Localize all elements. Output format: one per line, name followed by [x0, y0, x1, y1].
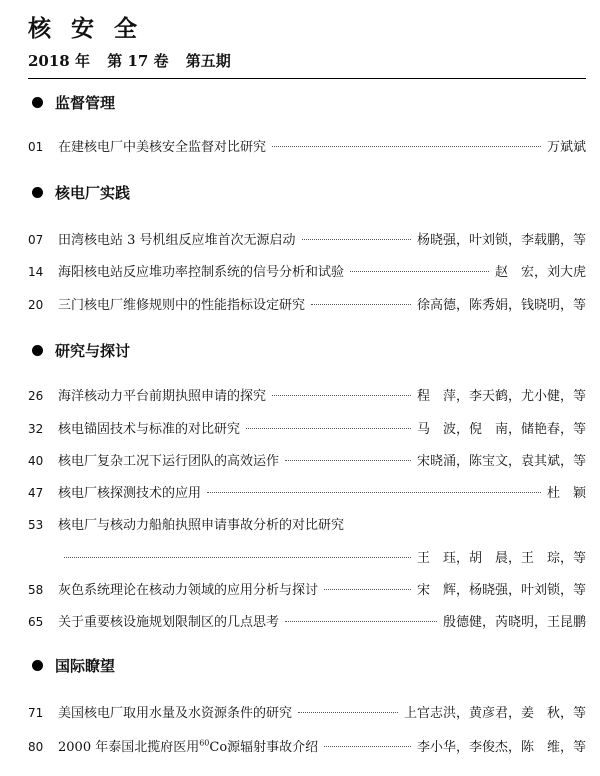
- article-title: 三门核电厂维修规则中的性能指标设定研究: [58, 298, 306, 313]
- leader-dots: [311, 304, 411, 305]
- leader-dots: [298, 712, 398, 713]
- article-title: 核电厂复杂工况下运行团队的高效运作: [58, 454, 280, 469]
- toc-entry[interactable]: [28, 261, 586, 281]
- leader-dots: [324, 746, 411, 747]
- article-authors: 马 波，倪 南，储艳春，等: [416, 422, 586, 437]
- article-title: 关于重要核设施规划限制区的几点思考: [58, 615, 280, 630]
- toc-entry[interactable]: [28, 514, 586, 567]
- bullet-icon: [32, 660, 43, 671]
- article-authors: 徐高德，陈秀娟，钱晓明，等: [416, 298, 586, 313]
- article-title: 灰色系统理论在核动力领域的应用分析与探讨: [58, 583, 319, 598]
- article-authors: 殷德健，芮晓明，王昆鹏: [442, 615, 586, 630]
- leader-dots: [350, 271, 489, 272]
- article-authors: 宋 辉，杨晓强，叶刘锁，等: [416, 583, 586, 598]
- bullet-icon: [32, 97, 43, 108]
- issue-line: [28, 50, 243, 71]
- article-authors: 程 萍，李天鹤，尤小健，等: [416, 389, 586, 404]
- leader-dots: [64, 557, 411, 558]
- page-number: 26: [28, 389, 44, 403]
- page-number: 53: [28, 518, 44, 532]
- toc-entry[interactable]: [28, 482, 586, 502]
- section-heading: 国际瞭望: [32, 655, 115, 676]
- article-title: 2000 年泰国北揽府医用$^{60}$Co源辐射事故介绍: [58, 738, 319, 755]
- section-heading: 监督管理: [32, 92, 115, 113]
- section-heading: 核电厂实践: [32, 182, 130, 203]
- toc-entry[interactable]: [28, 294, 586, 314]
- article-title: 在建核电厂中美核安全监督对比研究: [58, 140, 267, 155]
- article-authors: 李小华，李俊杰，陈 维，等: [416, 740, 586, 755]
- leader-dots: [272, 146, 541, 147]
- toc-entry[interactable]: [28, 736, 586, 756]
- article-title: 核电锚固技术与标准的对比研究: [58, 422, 241, 437]
- page-number: 47: [28, 486, 44, 500]
- page-number: 01: [28, 140, 44, 154]
- issue-volume: 第 17 卷: [107, 52, 169, 70]
- issue-number: 第五期: [185, 52, 231, 70]
- page-number: 14: [28, 265, 44, 279]
- page-number: 71: [28, 706, 44, 720]
- leader-dots: [207, 492, 541, 493]
- leader-dots: [272, 395, 411, 396]
- section-heading: 研究与探讨: [32, 340, 130, 361]
- article-title: 核电厂核探测技术的应用: [58, 486, 202, 501]
- article-title: 海阳核电站反应堆功率控制系统的信号分析和试验: [58, 265, 345, 280]
- toc-entry[interactable]: [28, 450, 586, 470]
- article-authors: 宋晓涌，陈宝文，袁其斌，等: [416, 454, 586, 469]
- article-authors: 王 珏，胡 晨，王 琮，等: [416, 551, 586, 566]
- page-number: 65: [28, 615, 44, 629]
- page-number: 80: [28, 740, 44, 754]
- article-authors: 杜 颖: [546, 486, 586, 501]
- article-authors: 杨晓强，叶刘锁，李载鹏，等: [416, 233, 586, 248]
- journal-title: 核 安 全: [28, 15, 144, 42]
- article-title: 核电厂与核动力船舶执照申请事故分析的对比研究: [58, 518, 345, 533]
- page-number: 07: [28, 233, 44, 247]
- article-title: 海洋核动力平台前期执照申请的探究: [58, 389, 267, 404]
- leader-dots: [324, 589, 411, 590]
- toc-entry[interactable]: [28, 702, 586, 722]
- leader-dots: [285, 460, 411, 461]
- article-authors: 万斌斌: [546, 140, 586, 155]
- bullet-icon: [32, 345, 43, 356]
- leader-dots: [246, 428, 411, 429]
- page-number: 58: [28, 583, 44, 597]
- article-authors: 上官志洪，黄彦君，姜 秋，等: [403, 706, 586, 721]
- toc-entry[interactable]: [28, 418, 586, 438]
- leader-dots: [285, 621, 437, 622]
- article-title: 田湾核电站 3 号机组反应堆首次无源启动: [58, 233, 296, 248]
- issue-year: 2018 年: [28, 52, 90, 70]
- toc-entry[interactable]: [28, 229, 586, 249]
- article-title: 美国核电厂取用水量及水资源条件的研究: [58, 706, 293, 721]
- page-number: 32: [28, 422, 44, 436]
- header-rule: [28, 78, 586, 79]
- toc-entry[interactable]: [28, 136, 586, 156]
- leader-dots: [302, 239, 411, 240]
- toc-entry[interactable]: [28, 611, 586, 631]
- page-number: 40: [28, 454, 44, 468]
- bullet-icon: [32, 187, 43, 198]
- toc-entry[interactable]: [28, 579, 586, 599]
- article-authors: 赵 宏，刘大虎: [494, 265, 586, 280]
- toc-entry[interactable]: [28, 385, 586, 405]
- page-number: 20: [28, 298, 44, 312]
